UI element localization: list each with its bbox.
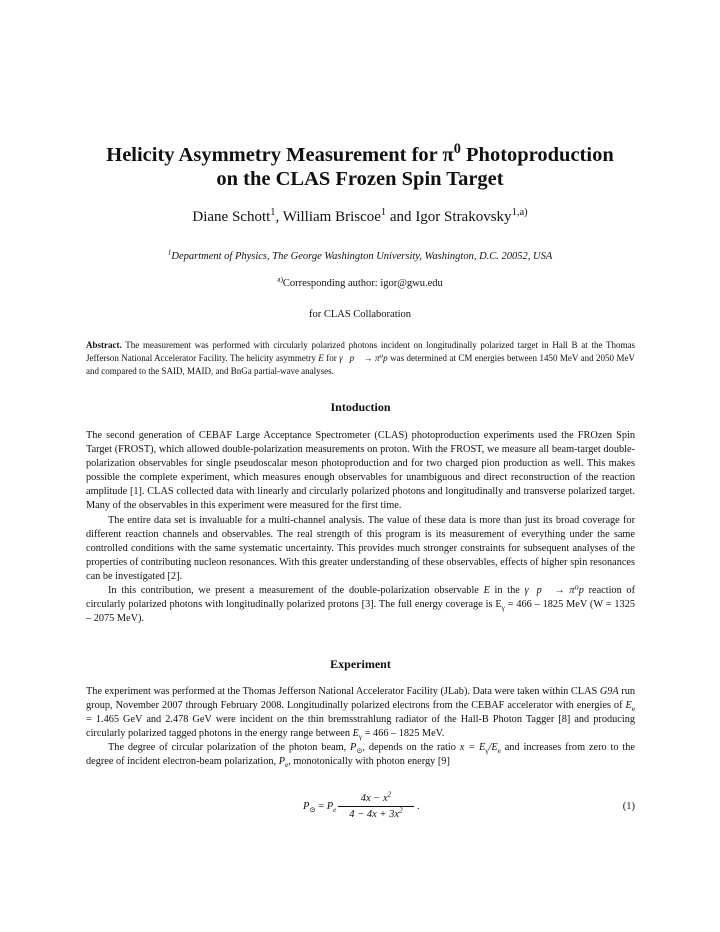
math-subscript: ⊙ — [356, 747, 363, 756]
paragraph: The second generation of CEBAF Large Acceptance Spectrometer (CLAS) photoproduction experiments used the FROzen Spin Target (FROST), which allowed double-polarization measurements on proton. With the FROST, we measure all beam-target double-polarization observables for single pseudoscalar meson photoproduction and for two charged pion production as well. This makes possible the complete experiment, which measures enough observables for unambiguous and direct reconstruction of the reaction amplitude [1]. CLAS collected data with linearly and circularly polarized photons and longitudinally and transverse polarized target. Many of the observables in this experiment were measured for the first time. — [86, 430, 635, 512]
section-heading-introduction: Intoduction — [330, 400, 391, 414]
title-line1: Helicity Asymmetry Measurement for π — [106, 144, 454, 166]
author-affiliation-mark: 1 — [380, 207, 387, 218]
math-symbol: E — [625, 700, 632, 712]
title-superscript: 0 — [453, 141, 461, 158]
math-expression: 4x − x — [360, 793, 388, 804]
author-name: Igor Strakovsky — [415, 209, 512, 225]
equation-fraction — [336, 789, 416, 821]
abstract-symbol: E — [318, 353, 324, 363]
corresponding-author — [60, 274, 660, 290]
fraction-numerator — [336, 789, 416, 805]
math-symbol: E — [483, 585, 490, 597]
author-affiliation-mark: 1,a) — [511, 207, 528, 218]
abstract — [86, 339, 635, 378]
experiment-body — [86, 685, 635, 770]
math-superscript: 2 — [387, 789, 392, 799]
math-subscript: γ — [358, 733, 363, 742]
affiliation — [60, 247, 660, 263]
math-reaction: γ⃗p⃗ → π⁰p — [524, 585, 584, 597]
math-symbol: /E — [488, 742, 498, 754]
text-run: In this contribution, we present a measurement of the double-polarization observable — [108, 585, 484, 597]
math-symbol: P — [303, 801, 310, 812]
math-superscript: 2 — [399, 805, 403, 815]
abstract-reaction: γ⃗p⃗ → π⁰p — [339, 353, 388, 363]
text-run: The degree of circular polarization of the photon beam, — [108, 742, 351, 754]
math-subscript: ⊙ — [309, 805, 316, 815]
math-subscript: e — [631, 705, 635, 714]
equation-number: (1) — [622, 801, 635, 812]
text-run: reaction of circularly polarized photons with longitudinally polarized protons [3]. The full energy coverage is E — [86, 585, 635, 611]
affiliation-mark: 1 — [167, 247, 172, 257]
author-affiliation-mark: 1 — [270, 207, 276, 218]
corresponding-text: Corresponding author: igor@gwu.edu — [282, 278, 443, 289]
author-separator: and — [386, 209, 416, 225]
math-subscript: γ — [485, 747, 489, 756]
text-run: run group, November 2007 through February 2008. Longitudinally polarized electrons from the CEBAF accelerator with energies of — [86, 686, 635, 712]
paper-title — [60, 143, 660, 191]
title-line1-suffix: Photoproduction — [460, 144, 614, 166]
text-run: , monotonically with photon energy [9] — [288, 756, 450, 768]
text-run: = 1.465 GeV and 2.478 GeV were incident on the thin bremsstrahlung radiator of the Hall-B Photon Tagger [8] and producing circularly polarized tagged photons in the energy range between — [86, 714, 635, 740]
abstract-text: The measurement was performed with circularly polarized photons incident on longitudinally polarized target in Hall B at the Thomas Jefferson National Accelerator Facility. The helicity asymmetry — [86, 340, 635, 363]
introduction-body — [86, 429, 635, 626]
section-heading-experiment: Experiment — [330, 657, 391, 671]
text-run: in the — [489, 585, 525, 597]
math-symbol: P — [350, 742, 357, 754]
text-run: , depends on the ratio — [362, 742, 460, 754]
collaboration-note: for CLAS Collaboration — [308, 309, 412, 320]
text-run: The experiment was performed at the Thomas Jefferson National Accelerator Facility (JLab). Data were taken within CLAS — [86, 686, 600, 697]
math-expression: 4 − 4x + 3x — [349, 809, 400, 820]
equation-lhs — [303, 801, 337, 815]
abstract-text: was determined at CM energies between 1450 MeV and 2050 MeV and compared to the SAID, MAID, and BnGa partial-wave analyses. — [86, 353, 635, 376]
math-subscript: e — [497, 747, 501, 756]
paragraph — [86, 741, 635, 769]
equation-period: . — [417, 801, 420, 812]
run-group-name: G9A — [599, 686, 619, 697]
abstract-text: for — [323, 353, 340, 363]
math-symbol: x = E — [459, 742, 486, 754]
author-list — [60, 208, 660, 226]
author-name: William Briscoe — [282, 209, 381, 225]
author-name: Diane Schott — [192, 209, 271, 225]
math-symbol: E — [352, 728, 359, 740]
corresponding-mark: a) — [277, 274, 283, 284]
equation-1 — [86, 789, 635, 822]
math-symbol: P — [326, 801, 334, 812]
fraction-denominator — [336, 805, 416, 821]
text-run: = 466 – 1825 MeV (W = 1325 – 2075 MeV). — [86, 599, 635, 625]
text-run: and increases from zero to the degree of incident electron-beam polarization, — [86, 742, 635, 768]
title-line2: on the CLAS Frozen Spin Target — [216, 168, 504, 190]
math-subscript: γ — [501, 604, 505, 613]
paragraph — [86, 685, 635, 741]
math-operator: = — [315, 801, 327, 812]
text-run: = 466 – 1825 MeV. — [362, 728, 445, 740]
author-separator: , — [275, 209, 283, 225]
math-subscript: e — [333, 805, 337, 815]
abstract-label: Abstract. — [86, 340, 122, 350]
paragraph: The entire data set is invaluable for a multi-channel analysis. The value of these data is more than just its broad coverage for different reaction channels and observables. The real strength of this program is its measurement of everything under the same controlled conditions with the same systematic uncertainty. This provides much stronger constraints for subsequent analyses of the properties of contributing nucleon resonances. With this greater understanding of these observables, effects of higher spin resonances can be investigated [2]. — [86, 514, 635, 582]
math-symbol: P — [278, 756, 285, 768]
paragraph — [86, 584, 635, 626]
math-subscript: e — [285, 761, 289, 770]
affiliation-text: Department of Physics, The George Washington University, Washington, D.C. 20052, USA — [171, 251, 553, 262]
